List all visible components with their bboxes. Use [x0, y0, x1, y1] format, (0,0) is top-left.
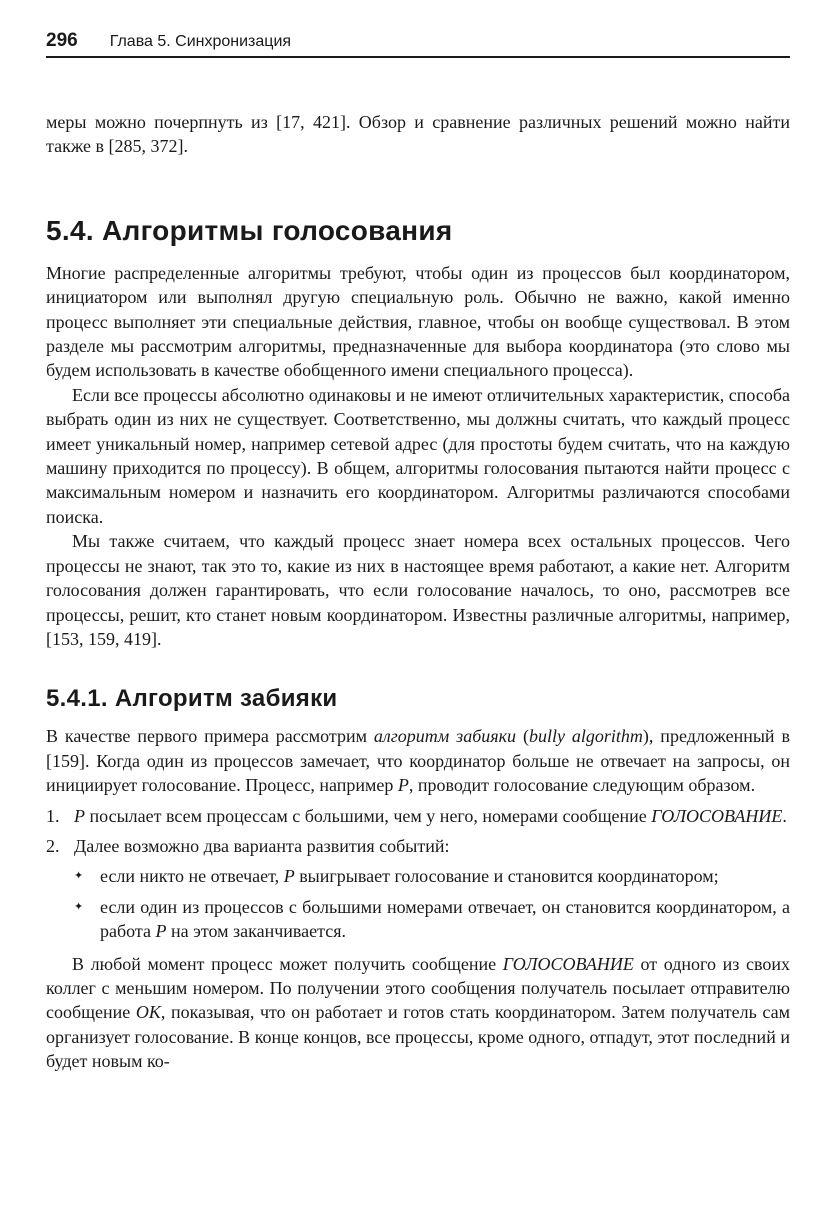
intro-paragraph: меры можно почерпнуть из [17, 421]. Обзор и сравнение различных решений можно найти также в [285, 372].	[46, 112, 790, 157]
term-english: bully algorithm	[528, 726, 643, 747]
process-name: P	[397, 775, 409, 796]
section-heading: 5.4. Алгоритмы голосования	[46, 214, 453, 246]
message-name: ГОЛОСОВАНИЕ	[651, 805, 783, 826]
text-run: В качестве первого примера рассмотрим	[46, 726, 374, 747]
text-run: если один из процессов с большими номерами отвечает, он становится координатором, а работа	[100, 896, 790, 942]
text-run: (	[516, 726, 529, 747]
text-run: если никто не отвечает,	[100, 866, 284, 887]
subsection-heading: 5.4.1. Алгоритм забияки	[46, 685, 338, 713]
process-name: P	[74, 805, 85, 826]
text-run: посылает всем процессам с большими, чем у него, номерами сообщение	[85, 805, 652, 826]
term-italic: алгоритм забияки	[373, 726, 517, 747]
text-run: ), предложенный в [159]. Когда один из процессов замечает, что координатор больше не отвечает на запросы, он инициирует голосование. Процесс, например	[46, 726, 790, 796]
subsection-paragraph-2	[46, 952, 790, 1074]
bullet-text	[100, 895, 790, 944]
text-run: .	[782, 805, 787, 826]
text-run: , проводит голосование следующим образом.	[408, 775, 756, 796]
list-item-text	[74, 804, 790, 828]
list-item-1	[46, 804, 790, 828]
message-name: ГОЛОСОВАНИЕ	[502, 953, 634, 974]
list-item-2	[46, 834, 790, 858]
book-page	[46, 30, 790, 1074]
list-number: 1.	[46, 805, 60, 826]
running-header	[46, 30, 790, 58]
bullet-icon: ✦	[74, 899, 84, 913]
text-run: В любой момент процесс может получить сообщение	[72, 953, 503, 974]
section-paragraph-2: Если все процессы абсолютно одинаковы и не имеют отличительных характеристик, способа выбрать один из них не существует. Соответственно, мы должны считать, что каждый процесс имеет уникальный номер, например сетевой адрес (для простоты будем считать, что на каждую машину приходится по процессу). В общем, алгоритмы голосования пытаются найти процесс с максимальным номером и назначить его координатором. Алгоритмы различаются способами поиска.	[46, 384, 790, 527]
chapter-title: Глава 5. Синхронизация	[109, 33, 292, 50]
section-paragraph-3: Мы также считаем, что каждый процесс знает номера всех остальных процессов. Чего процессы не знают, так это то, какие из них в настоящее время работают, а какие нет. Алгоритм голосования должен гарантировать, что если голосование началось, то оно, рассмотрев все процессы, решит, кто станет новым координатором. Известны различные алгоритмы, например, [153, 159, 419].	[46, 531, 790, 649]
text-run: от одного из своих коллег с меньшим номером. По получении этого сообщения получатель посылает отправителю сообщение	[46, 953, 791, 1023]
section-paragraph-1: Многие распределенные алгоритмы требуют, чтобы один из процессов был координатором, инициатором или выполнял другую специальную роль. Обычно не важно, какой именно процесс выполняет эти специальные действия, главное, чтобы он вообще существовал. В этом разделе мы рассмотрим алгоритмы, предназначенные для выбора координатора (это слово мы будем использовать в качестве обобщенного имени специального процесса).	[46, 262, 790, 381]
bullet-icon: ✦	[74, 869, 84, 883]
bullet-item-1	[74, 864, 790, 888]
text-run: , показывая, что он работает и готов стать координатором. Затем получатель сам организует голосование. В конце концов, все процессы, кроме одного, отпадут, этот последний и будет новым ко-	[46, 1002, 790, 1072]
bullet-text	[100, 864, 790, 888]
text-run: на этом заканчивается.	[166, 921, 346, 942]
process-name: P	[283, 866, 295, 887]
text-run: выигрывает голосование и становится координатором;	[294, 866, 719, 887]
subsection-paragraph-1	[46, 724, 790, 797]
list-item-text: Далее возможно два варианта развития событий:	[74, 835, 450, 856]
page-number: 296	[46, 30, 78, 51]
list-number: 2.	[46, 835, 60, 856]
process-name: P	[155, 921, 167, 942]
message-name: OK	[135, 1002, 161, 1023]
bullet-item-2	[74, 895, 790, 944]
